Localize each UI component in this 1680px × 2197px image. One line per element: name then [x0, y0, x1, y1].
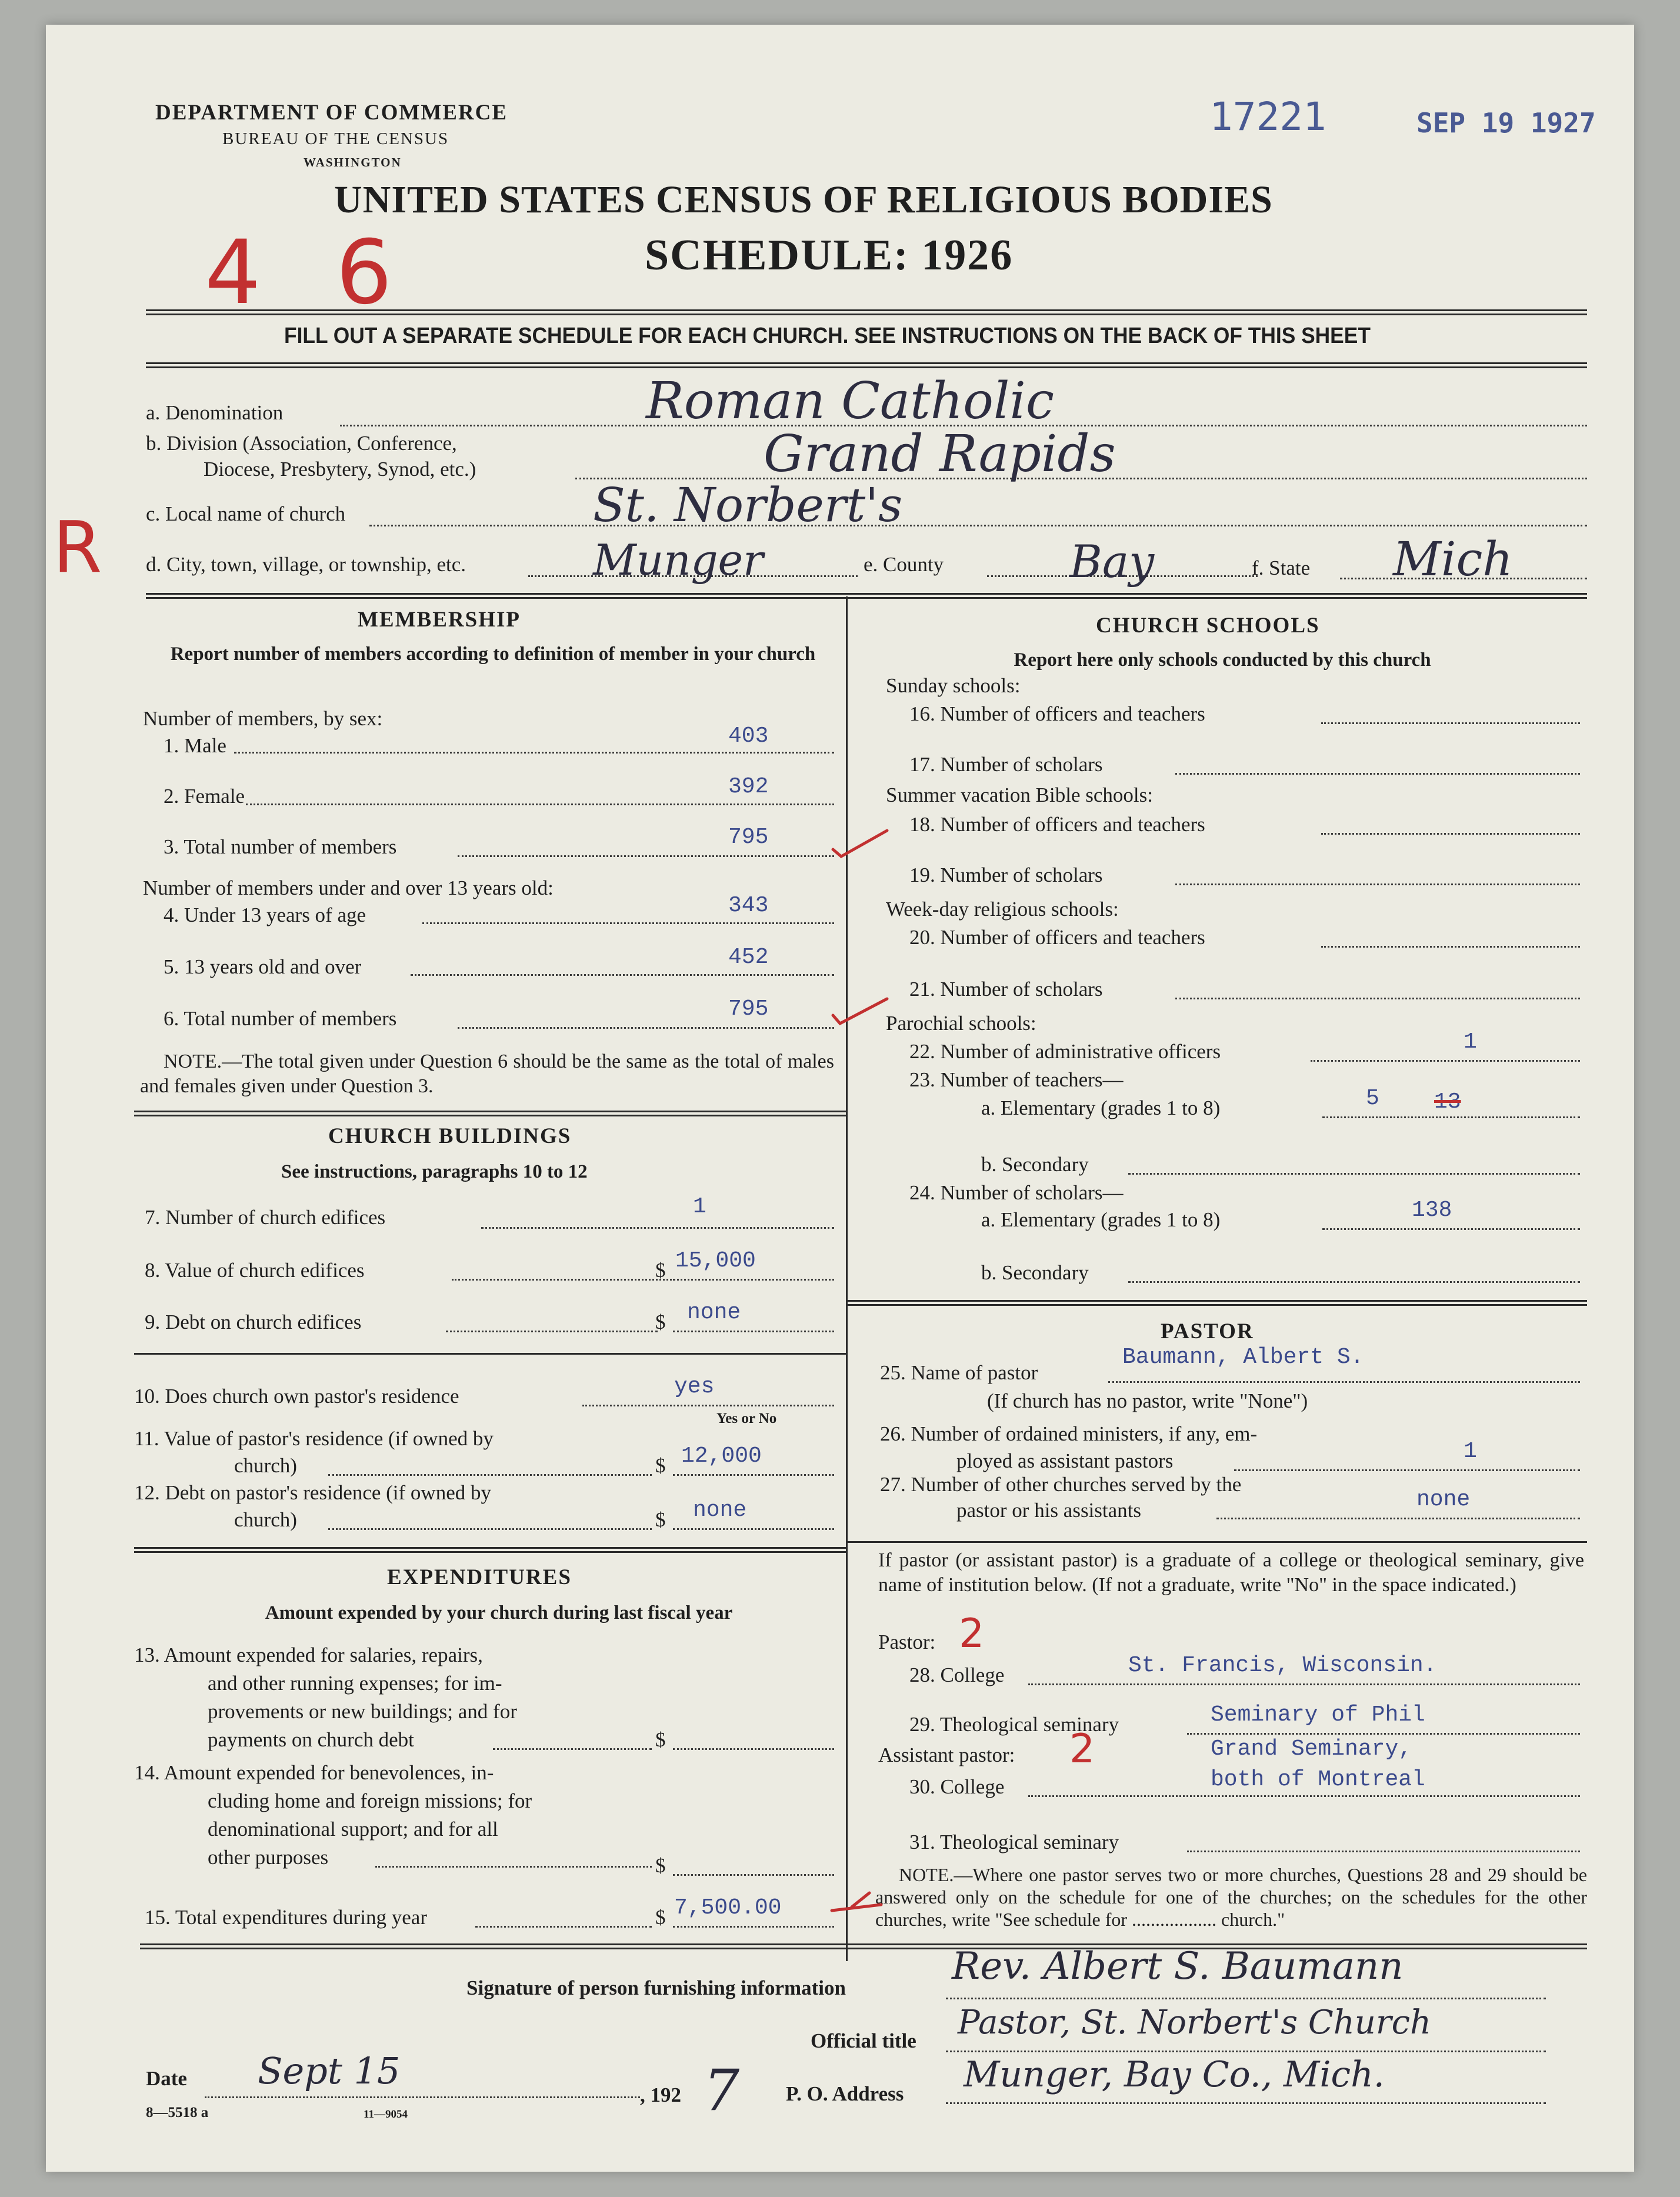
q24b-label: b. Secondary: [981, 1261, 1089, 1284]
stamp-number: 17221: [1209, 94, 1326, 139]
local-name-value: St. Norbert's: [593, 478, 903, 532]
department-name: DEPARTMENT OF COMMERCE: [155, 101, 508, 125]
owns-residence-hint: Yes or No: [716, 1411, 777, 1426]
q18-line: [1321, 833, 1580, 835]
q21-label: 21. Number of scholars: [909, 978, 1103, 1001]
official-title-label: Official title: [811, 2029, 916, 2052]
q20-label: 20. Number of officers and teachers: [909, 926, 1205, 949]
residence-value-line: [673, 1474, 834, 1476]
q23-label: 23. Number of teachers—: [909, 1068, 1124, 1091]
edifices-value-dollar: $: [655, 1259, 666, 1282]
q14-line-1: 14. Amount expended for benevolences, in-: [134, 1761, 494, 1784]
edifices-value-lead: [452, 1279, 675, 1281]
owns-residence-value: yes: [674, 1374, 715, 1399]
residence-debt-label-2: church): [234, 1508, 297, 1531]
residence-debt-value: none: [693, 1498, 747, 1523]
q15-lead: [475, 1926, 652, 1928]
q16-label: 16. Number of officers and teachers: [909, 702, 1205, 725]
q30-label: 30. College: [909, 1775, 1005, 1798]
edifices-debt-label: 9. Debt on church edifices: [145, 1311, 362, 1333]
q30-value-1: Grand Seminary,: [1211, 1736, 1412, 1762]
column-divider: [846, 596, 848, 1961]
date-value: Sept 15: [258, 2049, 401, 2092]
residence-debt-line: [673, 1528, 834, 1530]
pastor-check-mark: 2: [959, 1611, 985, 1657]
residence-debt-dollar: $: [655, 1508, 666, 1531]
total-members-6-label: 6. Total number of members: [164, 1007, 397, 1030]
q13-line-1: 13. Amount expended for salaries, repairs,: [134, 1643, 483, 1666]
expenditures-heading: EXPENDITURES: [387, 1565, 572, 1589]
census-form: [46, 25, 1634, 2172]
year-prefix: , 192: [640, 2083, 681, 2106]
q13-line-4: payments on church debt: [208, 1728, 414, 1751]
handwritten-code: 4 6: [205, 222, 416, 324]
q26-value: 1: [1464, 1439, 1477, 1464]
bureau-name: BUREAU OF THE CENSUS: [222, 129, 449, 148]
date-label: Date: [146, 2067, 187, 2090]
q17-line: [1175, 773, 1580, 775]
q14-line-4: other purposes: [208, 1846, 329, 1869]
weekday-schools-label: Week-day religious schools:: [886, 898, 1119, 921]
owns-residence-label: 10. Does church own pastor's residence: [134, 1385, 459, 1408]
total-members-3-value: 795: [728, 825, 769, 850]
local-name-line: [369, 525, 1587, 526]
total-members-6-value: 795: [728, 996, 769, 1022]
bureau-city: WASHINGTON: [304, 155, 402, 169]
signature-label: Signature of person furnishing information: [466, 1976, 846, 1999]
edifices-count-value: 1: [693, 1194, 706, 1219]
q19-line: [1175, 884, 1580, 885]
schools-subheading: Report here only schools conducted by this church: [1014, 649, 1431, 671]
schools-rule: [847, 1300, 1587, 1306]
year-digit: 7: [704, 2058, 740, 2123]
male-value: 403: [728, 724, 769, 749]
q14-line-3: denominational support; and for all: [208, 1818, 498, 1841]
q15-label: 15. Total expenditures during year: [145, 1906, 427, 1929]
edifices-debt-lead: [446, 1331, 658, 1332]
assistant-college-heading: Assistant pastor:: [878, 1743, 1015, 1766]
q27-label-1: 27. Number of other churches served by the: [880, 1473, 1242, 1496]
edifices-value-value: 15,000: [675, 1248, 756, 1273]
pastor-note: NOTE.—Where one pastor serves two or more churches, Questions 28 and 29 should be answered only on the schedule for one of the churches; on the schedules for the other churches, write "See schedule for .................. church.": [875, 1864, 1587, 1930]
q28-value: St. Francis, Wisconsin.: [1128, 1653, 1437, 1678]
pastor-rule: [847, 1541, 1587, 1543]
edifices-count-line: [481, 1227, 834, 1229]
over-13-label: 5. 13 years old and over: [164, 955, 362, 978]
q24a-label: a. Elementary (grades 1 to 8): [981, 1208, 1221, 1231]
pastor-heading: PASTOR: [1161, 1319, 1254, 1343]
q23b-line: [1128, 1173, 1580, 1175]
residence-value-label-1: 11. Value of pastor's residence (if owned by: [134, 1427, 494, 1450]
total-members-6-line: [458, 1027, 834, 1029]
expenditures-subheading: Amount expended by your church during last fiscal year: [265, 1602, 733, 1623]
edifices-count-label: 7. Number of church edifices: [145, 1206, 386, 1229]
q27-line: [1216, 1518, 1580, 1519]
edifices-value-line: [673, 1279, 834, 1281]
q27-label-2: pastor or his assistants: [956, 1499, 1142, 1522]
po-address-label: P. O. Address: [786, 2082, 904, 2105]
q28-label: 28. College: [909, 1663, 1005, 1686]
summer-schools-label: Summer vacation Bible schools:: [886, 784, 1153, 806]
q23a-label: a. Elementary (grades 1 to 8): [981, 1096, 1221, 1119]
division-label-1: b. Division (Association, Conference,: [146, 432, 457, 455]
buildings-rule-1: [134, 1353, 846, 1355]
state-label: f. State: [1252, 556, 1311, 579]
division-label-2: Diocese, Presbytery, Synod, etc.): [204, 458, 476, 481]
official-title-line: [946, 2051, 1546, 2052]
form-title: UNITED STATES CENSUS OF RELIGIOUS BODIES: [334, 178, 1273, 221]
edifices-debt-line: [673, 1331, 834, 1332]
q13-lead: [493, 1748, 652, 1750]
members-by-sex-label: Number of members, by sex:: [143, 707, 383, 730]
q14-dollar: $: [655, 1854, 666, 1877]
schools-heading: CHURCH SCHOOLS: [1096, 614, 1320, 638]
total-expenditure-check-mark: [828, 1887, 887, 1922]
q13-line-3: provements or new buildings; and for: [208, 1700, 517, 1723]
county-value: Bay: [1069, 535, 1155, 588]
q31-label: 31. Theological seminary: [909, 1831, 1119, 1853]
q24a-line: [1322, 1228, 1580, 1230]
q31-line: [1187, 1851, 1580, 1852]
form-number: 8—5518 a: [146, 2105, 209, 2121]
q14-line-2: cluding home and foreign missions; for: [208, 1789, 532, 1812]
q23a-line: [1322, 1116, 1580, 1118]
q16-line: [1321, 722, 1580, 724]
edifices-debt-dollar: $: [655, 1311, 666, 1333]
q30-line: [1028, 1795, 1580, 1797]
parochial-schools-label: Parochial schools:: [886, 1012, 1036, 1035]
identity-rule: [146, 593, 1587, 599]
over-13-line: [411, 974, 834, 976]
q29-line: [1187, 1733, 1580, 1735]
banner-rule: [146, 362, 1587, 368]
edifices-value-label: 8. Value of church edifices: [145, 1259, 365, 1282]
under-13-value: 343: [728, 893, 769, 918]
total-members-3-label: 3. Total number of members: [164, 835, 397, 858]
q28-line: [1028, 1683, 1580, 1685]
pastor-name-label: 25. Name of pastor: [880, 1361, 1038, 1384]
q24-label: 24. Number of scholars—: [909, 1181, 1124, 1204]
male-line: [234, 752, 834, 754]
q15-value: 7,500.00: [674, 1895, 782, 1921]
residence-value-lead: [328, 1474, 652, 1476]
pastor-name-line: [1108, 1381, 1580, 1383]
total-3-check-mark: [828, 827, 893, 862]
graduate-note: If pastor (or assistant pastor) is a graduate of a college or theological seminary, give name of institution below. (If not a graduate, write "No" in the space indicated.): [878, 1549, 1584, 1596]
denomination-value: Roman Catholic: [646, 372, 1055, 431]
sunday-schools-label: Sunday schools:: [886, 674, 1021, 697]
state-value: Mich: [1393, 532, 1513, 586]
members-by-age-label: Number of members under and over 13 years old:: [143, 876, 554, 899]
membership-heading: MEMBERSHIP: [358, 608, 521, 632]
residence-debt-label-1: 12. Debt on pastor's residence (if owned by: [134, 1481, 491, 1504]
pastor-name-value: Baumann, Albert S.: [1122, 1345, 1364, 1370]
city-value: Munger: [593, 535, 764, 585]
q21-line: [1175, 998, 1580, 999]
q19-label: 19. Number of scholars: [909, 864, 1103, 886]
instructions-banner: FILL OUT A SEPARATE SCHEDULE FOR EACH CHURCH. SEE INSTRUCTIONS ON THE BACK OF THIS SHEET: [284, 324, 1371, 348]
q22-line: [1311, 1060, 1580, 1062]
date-line: [205, 2096, 640, 2098]
q13-line: [673, 1748, 834, 1750]
q22-label: 22. Number of administrative officers: [909, 1040, 1221, 1063]
q23a-value: 5: [1366, 1086, 1379, 1111]
q23b-label: b. Secondary: [981, 1153, 1089, 1176]
buildings-subheading: See instructions, paragraphs 10 to 12: [281, 1161, 588, 1182]
residence-debt-lead: [328, 1528, 652, 1530]
official-title-value: Pastor, St. Norbert's Church: [958, 2003, 1432, 2042]
pastor-name-hint: (If church has no pastor, write "None"): [987, 1389, 1308, 1412]
q20-line: [1321, 946, 1580, 948]
over-13-value: 452: [728, 945, 769, 970]
under-13-line: [422, 922, 834, 924]
membership-note: NOTE.—The total given under Question 6 should be the same as the total of males and females given under Question 3.: [140, 1051, 834, 1097]
q29-label: 29. Theological seminary: [909, 1713, 1119, 1736]
residence-value-dollar: $: [655, 1454, 666, 1477]
city-label: d. City, town, village, or township, etc.: [146, 553, 466, 576]
female-value: 392: [728, 774, 769, 799]
signature-value: Rev. Albert S. Baumann: [952, 1945, 1404, 1988]
division-value: Grand Rapids: [764, 425, 1116, 484]
county-label: e. County: [864, 553, 944, 576]
margin-mark: R: [53, 507, 102, 589]
q15-line: [673, 1926, 834, 1928]
q23a-struck-value: 13: [1434, 1089, 1461, 1115]
q26-line: [1234, 1469, 1580, 1471]
po-address-line: [946, 2102, 1546, 2104]
q17-label: 17. Number of scholars: [909, 753, 1103, 776]
residence-value-label-2: church): [234, 1454, 297, 1477]
female-line: [246, 804, 834, 805]
q29-value: Seminary of Phil: [1211, 1702, 1425, 1728]
total-members-3-line: [458, 855, 834, 857]
q14-line: [673, 1874, 834, 1876]
under-13-label: 4. Under 13 years of age: [164, 904, 366, 926]
q13-line-2: and other running expenses; for im-: [208, 1672, 502, 1695]
po-address-value: Munger, Bay Co., Mich.: [964, 2054, 1385, 2095]
membership-rule: [134, 1111, 846, 1116]
total-6-check-mark: [828, 995, 893, 1031]
q15-dollar: $: [655, 1906, 666, 1929]
pastor-college-heading: Pastor:: [878, 1631, 936, 1653]
q30-value-2: both of Montreal: [1211, 1767, 1425, 1792]
q27-value: none: [1416, 1487, 1471, 1512]
q14-lead: [375, 1866, 652, 1868]
owns-residence-line: [582, 1405, 834, 1406]
header-rule: [146, 309, 1587, 315]
print-number: 11—9054: [364, 2108, 408, 2121]
denomination-label: a. Denomination: [146, 401, 284, 424]
q26-label-2: ployed as assistant pastors: [956, 1449, 1174, 1472]
schedule-title: SCHEDULE: 1926: [645, 231, 1014, 279]
signature-line: [946, 1998, 1546, 1999]
buildings-rule-2: [134, 1547, 846, 1553]
q24b-line: [1128, 1281, 1580, 1283]
edifices-debt-value: none: [687, 1300, 741, 1325]
residence-value-value: 12,000: [681, 1443, 762, 1469]
q18-label: 18. Number of officers and teachers: [909, 813, 1205, 836]
q26-label-1: 26. Number of ordained ministers, if any, em-: [880, 1422, 1258, 1445]
buildings-heading: CHURCH BUILDINGS: [328, 1124, 572, 1148]
membership-subheading: Report number of members according to definition of member in your church: [170, 644, 816, 665]
q22-value: 1: [1464, 1029, 1477, 1055]
female-label: 2. Female: [164, 785, 245, 808]
received-date-stamp: SEP 19 1927: [1416, 107, 1596, 139]
q24a-value: 138: [1412, 1198, 1452, 1223]
assistant-check-mark: 2: [1069, 1726, 1095, 1772]
male-label: 1. Male: [164, 734, 226, 757]
local-name-label: c. Local name of church: [146, 502, 346, 525]
q13-dollar: $: [655, 1728, 666, 1751]
